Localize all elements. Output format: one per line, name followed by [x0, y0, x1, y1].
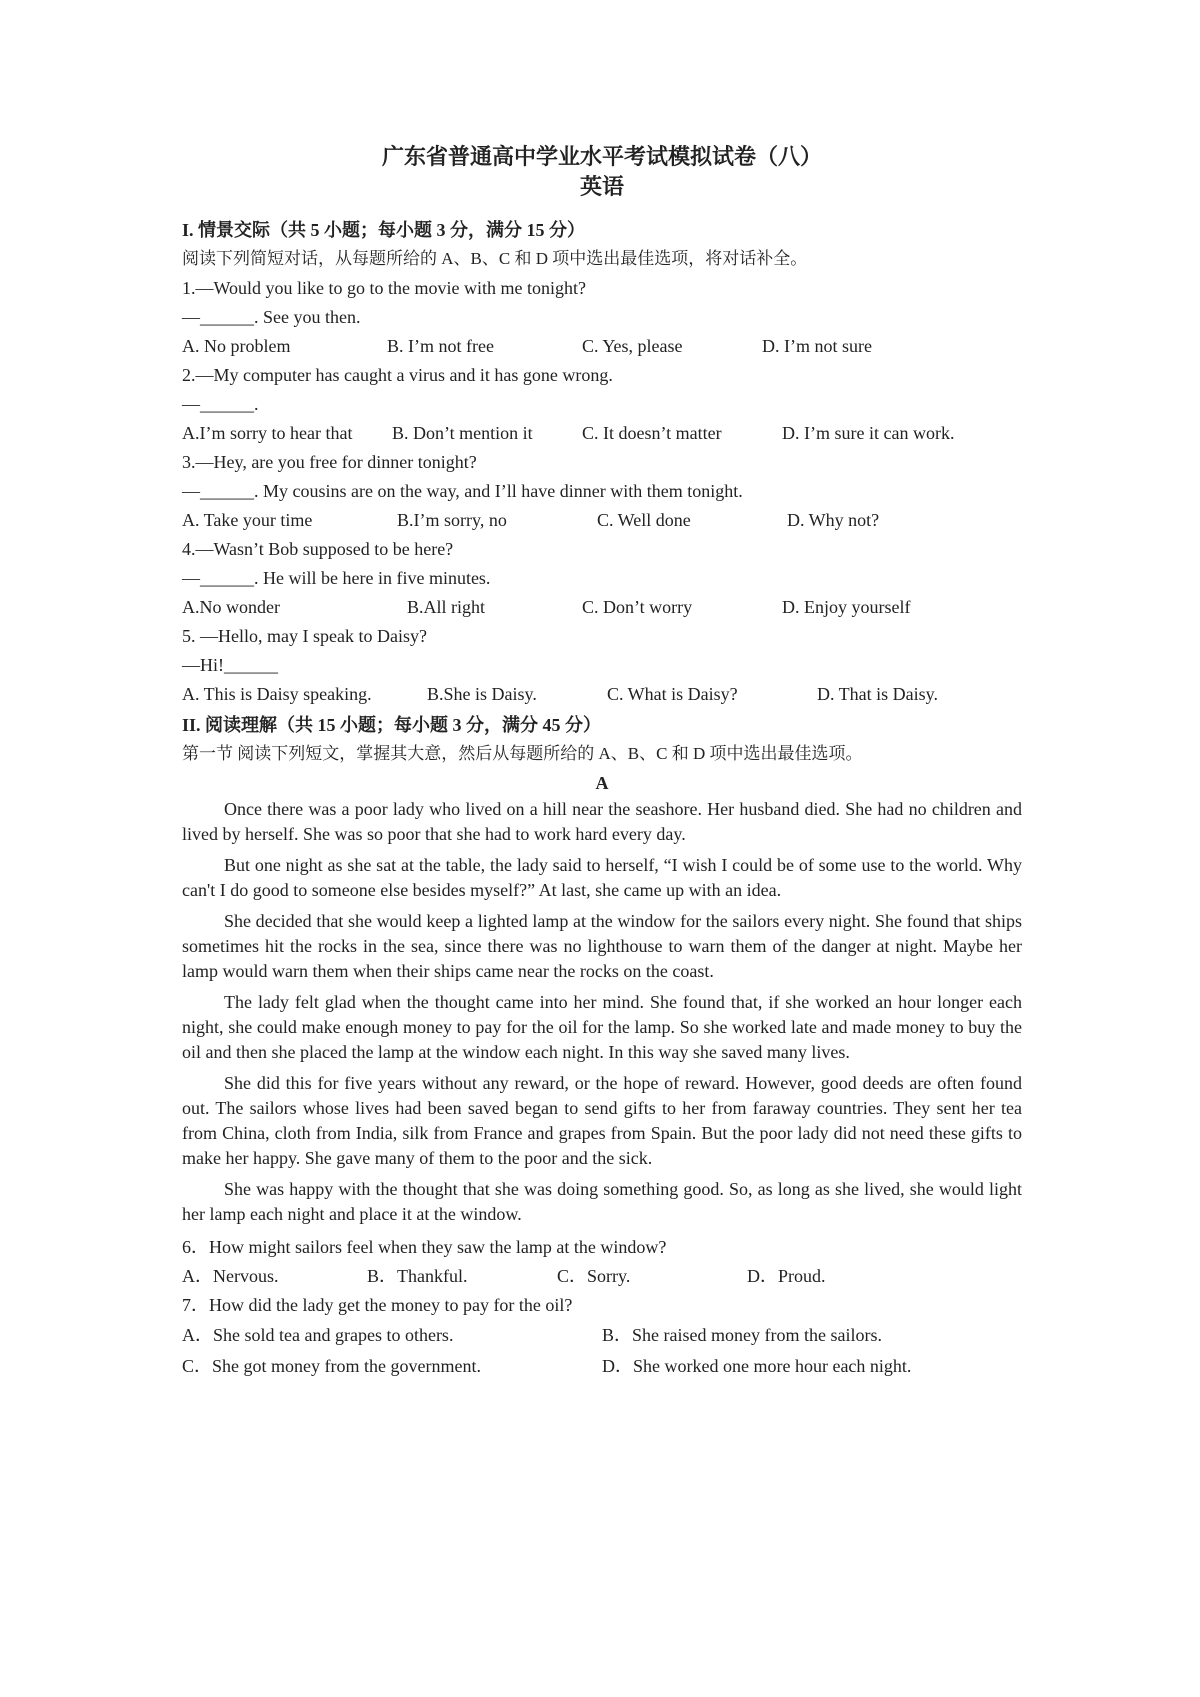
exam-page — [182, 142, 1022, 1382]
question-stem: 7．How did the lady get the money to pay for the oil? — [182, 1295, 573, 1315]
option-d: D. I’m sure it can work. — [782, 423, 955, 443]
option-d: D．Proud. — [747, 1266, 826, 1286]
option-c: C. Well done — [597, 510, 691, 530]
question-1 — [182, 274, 1022, 361]
exam-subject: 英语 — [579, 174, 624, 199]
option-c: C. What is Daisy? — [607, 684, 738, 704]
option-b: B．Thankful. — [367, 1266, 468, 1286]
question-line: 5. —Hello, may I speak to Daisy? — [182, 626, 427, 646]
options-row — [182, 593, 1022, 622]
question-7 — [182, 1291, 1022, 1382]
question-line: 4.—Wasn’t Bob supposed to be here? — [182, 539, 454, 559]
option-d: D. I’m not sure — [762, 336, 872, 356]
option-a: A. Take your time — [182, 510, 313, 530]
passage-paragraph: She decided that she would keep a lighted lamp at the window for the sailors every night. She found that ships sometimes hit the rocks in the sea, since there was no lighthouse to warn them of the danger at night. Maybe her lamp would warn them when their ships came near the rocks on the coast. — [182, 911, 1022, 981]
passage-paragraph: She did this for five years without any reward, or the hope of reward. However, good deeds are often found out. The sailors whose lives had been saved began to send gifts to her from faraway countries. They sent her tea from China, cloth from India, silk from France and grapes from Spain. But the poor lady did not need these gifts to make her happy. She gave many of them to the poor and the sick. — [182, 1073, 1022, 1168]
option-d: D. That is Daisy. — [817, 684, 938, 704]
options-row — [182, 680, 1022, 709]
question-line: 2.—My computer has caught a virus and it has gone wrong. — [182, 365, 613, 385]
options-row — [182, 419, 1022, 448]
option-a: A.No wonder — [182, 597, 280, 617]
answer-line: —Hi!______ — [182, 655, 278, 675]
section2-instruction: 第一节 阅读下列短文，掌握其大意，然后从每题所给的 A、B、C 和 D 项中选出最佳选项。 — [182, 744, 863, 763]
option-d: D. Enjoy yourself — [782, 597, 911, 617]
option-a: A．Nervous. — [182, 1266, 279, 1286]
question-line: 1.—Would you like to go to the movie with me tonight? — [182, 278, 587, 298]
exam-title: 广东省普通高中学业水平考试模拟试卷（八） — [381, 144, 822, 169]
question-5 — [182, 622, 1022, 709]
options-row — [182, 1262, 1022, 1291]
options-grid — [182, 1320, 1022, 1382]
option-a: A．She sold tea and grapes to others. — [182, 1325, 454, 1345]
option-b: B. Don’t mention it — [392, 423, 533, 443]
option-c: C．She got money from the government. — [182, 1356, 481, 1376]
option-b: B. I’m not free — [387, 336, 494, 356]
passage — [182, 797, 1022, 1227]
question-3 — [182, 448, 1022, 535]
option-d: D. Why not? — [787, 510, 880, 530]
option-d: D．She worked one more hour each night. — [602, 1356, 912, 1376]
section2-heading: II. 阅读理解（共 15 小题；每小题 3 分，满分 45 分） — [182, 715, 602, 735]
passage-paragraph: Once there was a poor lady who lived on a hill near the seashore. Her husband died. She had no children and lived by herself. She was so poor that she had to work hard every day. — [182, 799, 1022, 844]
passage-paragraph: But one night as she sat at the table, the lady said to herself, “I wish I could be of some use to the world. Why can't I do good to someone else besides myself?” At last, she came up with an idea. — [182, 855, 1022, 900]
option-c: C．Sorry. — [557, 1266, 631, 1286]
option-b: B.All right — [407, 597, 486, 617]
answer-line: —______. — [182, 394, 259, 414]
answer-line: —______. He will be here in five minutes. — [182, 568, 491, 588]
passage-paragraph: The lady felt glad when the thought came into her mind. She found that, if she worked an hour longer each night, she could make enough money to pay for the oil for the lamp. So she worked late and made money to buy the oil and then she placed the lamp at the window each night. In this way she saved many lives. — [182, 992, 1022, 1062]
answer-line: —______. My cousins are on the way, and I’ll have dinner with them tonight. — [182, 481, 743, 501]
option-b: B.I’m sorry, no — [397, 510, 507, 530]
option-b: B．She raised money from the sailors. — [602, 1325, 882, 1345]
options-row — [182, 506, 1022, 535]
section1-instruction: 阅读下列简短对话，从每题所给的 A、B、C 和 D 项中选出最佳选项，将对话补全。 — [182, 249, 808, 268]
option-b: B.She is Daisy. — [427, 684, 537, 704]
option-a: A. This is Daisy speaking. — [182, 684, 372, 704]
option-c: C. It doesn’t matter — [582, 423, 722, 443]
option-c: C. Yes, please — [582, 336, 683, 356]
passage-paragraph: She was happy with the thought that she was doing something good. So, as long as she lived, she would light her lamp each night and place it at the window. — [182, 1179, 1022, 1224]
option-c: C. Don’t worry — [582, 597, 693, 617]
question-stem: 6．How might sailors feel when they saw the lamp at the window? — [182, 1237, 667, 1257]
option-a: A.I’m sorry to hear that — [182, 423, 353, 443]
section1-heading: I. 情景交际（共 5 小题；每小题 3 分，满分 15 分） — [182, 220, 586, 240]
options-row — [182, 332, 1022, 361]
question-6 — [182, 1233, 1022, 1291]
question-line: 3.—Hey, are you free for dinner tonight? — [182, 452, 477, 472]
passage-label: A — [595, 773, 609, 793]
question-2 — [182, 361, 1022, 448]
answer-line: —______. See you then. — [182, 307, 361, 327]
option-a: A. No problem — [182, 336, 291, 356]
question-4 — [182, 535, 1022, 622]
